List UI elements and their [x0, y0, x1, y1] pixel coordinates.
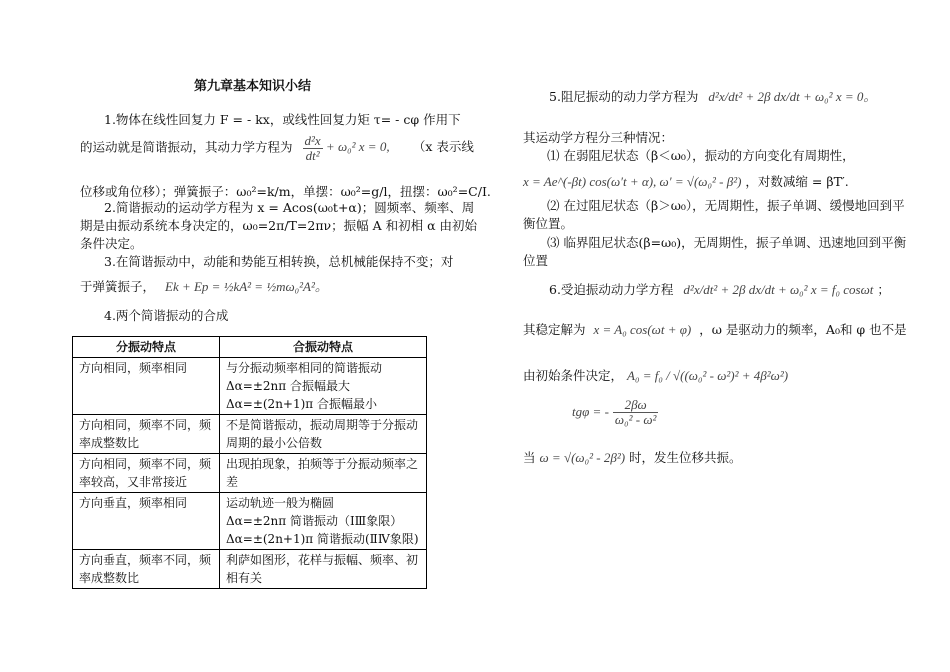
- para-4: 4.两个简谐振动的合成: [104, 308, 229, 323]
- cell-line: Δα=±2nπ 简谐振动（ⅠⅢ象限）: [226, 514, 403, 528]
- phase-equation-lhs: tgφ = -: [572, 404, 609, 419]
- combination-table: [72, 336, 427, 589]
- case-1-equation-line: [523, 172, 849, 190]
- cell-line: 与分振动频率相同的简谐振动: [226, 361, 383, 375]
- resonance-text-2: 时，发生位移共振。: [629, 450, 742, 465]
- table-row: [73, 415, 427, 454]
- case-1-tail: ，对数减缩 = βT′.: [745, 174, 849, 189]
- table-header: 合振动特点: [220, 337, 427, 358]
- para-1-line-2: [80, 134, 474, 163]
- phase-equation-fraction: $\frac{2\beta\omega}{\text{ω₀² - ω²}}$: [614, 397, 657, 427]
- para-3-line-2: [80, 276, 328, 295]
- para-6-tail: ；: [877, 282, 890, 297]
- cell-line: 利萨如图形，花样与振幅、频率、初相有关: [226, 553, 419, 585]
- underdamped-equation: x = Ae^(-βt) cos(ω′t + α), ω′ = √(ω₀² - β²): [523, 174, 742, 189]
- steady-solution-text: 其稳定解为: [523, 322, 586, 337]
- amplitude-line: [523, 366, 788, 384]
- resonance-equation: ω = √(ω₀² - 2β²): [539, 450, 626, 465]
- amplitude-text: 由初始条件决定，: [523, 368, 624, 383]
- case-2-line-1: ⑵ 在过阻尼状态（β＞ω₀），无周期性，振子单调、缓慢地回到平: [547, 198, 905, 213]
- table-cell: 方向相同，频率相同: [73, 358, 220, 415]
- para-1-line-3: 位移或角位移）；弹簧振子：ω₀²=k/m，单摆：ω₀²=g/l，扭摆：ω₀²=C/I.: [80, 184, 491, 199]
- para-6: [549, 280, 890, 298]
- para-1-text: 的运动就是简谐振动，其动力学方程为: [80, 139, 293, 155]
- damped-equation: d²x/dt² + 2β dx/dt + ω₀² x = 0。: [708, 89, 877, 104]
- para-1-line-1: 1.物体在线性回复力 F = - kx，或线性回复力矩 τ= - cφ 作用下: [104, 112, 461, 127]
- para-1-note: （x 表示线: [412, 139, 474, 155]
- table-header-row: [73, 337, 427, 358]
- cell-line: Δα=±(2n+1)π 简谐振动(ⅡⅣ象限): [226, 532, 419, 546]
- table-row: [73, 550, 427, 589]
- table-cell: 方向垂直，频率不同，频率成整数比: [73, 550, 220, 589]
- para-2-line-2: 期是由振动系统本身决定的，ω₀=2π/T=2πν；振幅 A 和初相 α 由初始: [80, 218, 477, 233]
- energy-equation: Ek + Ep = ½kA² = ½mω₀²A²。: [165, 279, 328, 294]
- para-5-sub: 其运动学方程分三种情况：: [523, 130, 674, 145]
- table-header: 分振动特点: [73, 337, 220, 358]
- table-cell: 方向相同，频率不同，频率成整数比: [73, 415, 220, 454]
- page-title: 第九章基本知识小结: [194, 79, 312, 94]
- table-cell: [220, 358, 427, 415]
- resonance-text: 当: [523, 450, 536, 465]
- case-3-line-1: ⑶ 临界阻尼状态(β=ω₀)，无周期性，振子单调、迅速地回到平衡: [547, 235, 907, 250]
- table-cell: 方向垂直，频率相同: [73, 493, 220, 550]
- steady-solution-text-2: ，ω 是驱动力的频率，A₀和 φ 也不是: [699, 322, 907, 337]
- table-row: [73, 454, 427, 493]
- phase-line: [572, 398, 658, 427]
- cell-line: Δα=±2nπ 合振幅最大: [226, 379, 350, 393]
- shm-equation: $\frac{\text{d²x}}{\text{dt²}}$ + ω₀² x = 0,: [304, 133, 390, 163]
- forced-equation: d²x/dt² + 2β dx/dt + ω₀² x = f₀ cosωt: [683, 282, 874, 297]
- resonance-line: [523, 448, 742, 466]
- case-1: ⑴ 在弱阻尼状态（β＜ω₀），振动的方向变化有周期性，: [547, 148, 855, 163]
- table-row: [73, 493, 427, 550]
- table-cell: [220, 493, 427, 550]
- case-2-line-2: 衡位置。: [523, 216, 574, 231]
- para-2-line-1: 2.简谐振动的运动学方程为 x = Acos(ω₀t+α)；圆频率、频率、周: [104, 200, 475, 215]
- table-cell: [220, 550, 427, 589]
- table-cell: [220, 415, 427, 454]
- para-2-line-3: 条件决定。: [80, 236, 143, 251]
- table-cell: 方向相同，频率不同，频率较高，又非常接近: [73, 454, 220, 493]
- para-3-line-1: 3.在简谐振动中，动能和势能互相转换，总机械能保持不变；对: [104, 254, 454, 269]
- amplitude-equation: A₀ = f₀ / √((ω₀² - ω²)² + 4β²ω²): [627, 368, 789, 383]
- para-6-text: 6.受迫振动动力学方程: [549, 282, 674, 297]
- table-cell: [220, 454, 427, 493]
- case-3-line-2: 位置: [523, 253, 549, 268]
- steady-solution-line: [523, 320, 907, 338]
- steady-solution-equation: x = A₀ cos(ωt + φ): [593, 322, 692, 337]
- table-row: [73, 358, 427, 415]
- cell-line: Δα=±(2n+1)π 合振幅最小: [226, 397, 377, 411]
- cell-line: 不是简谐振动，振动周期等于分振动周期的最小公倍数: [226, 418, 419, 450]
- para-5: [549, 86, 876, 105]
- cell-line: 出现拍现象，拍频等于分振动频率之差: [226, 457, 419, 489]
- para-3-text: 于弹簧振子，: [80, 279, 156, 294]
- cell-line: 运动轨迹一般为椭圆: [226, 496, 335, 510]
- para-5-text: 5.阻尼振动的动力学方程为: [549, 89, 699, 104]
